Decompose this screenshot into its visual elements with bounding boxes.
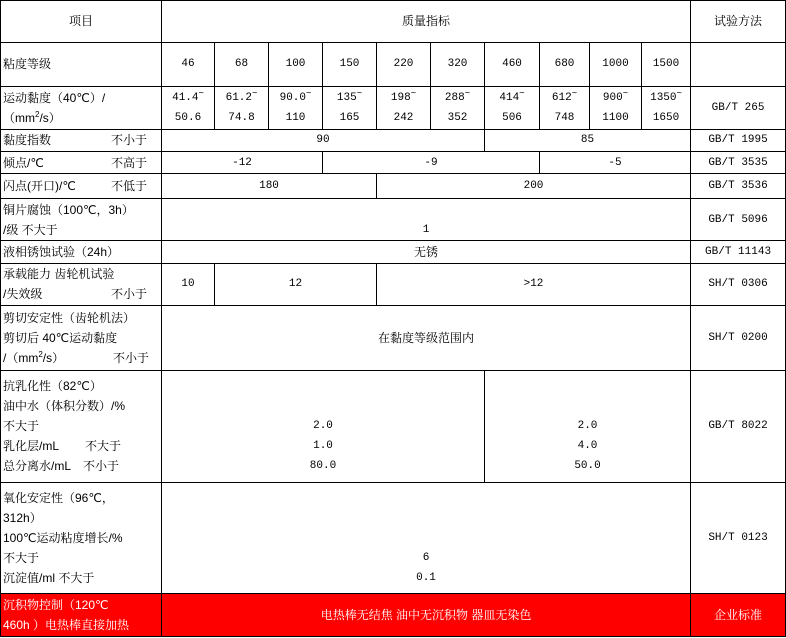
deposit-method: 企业标准 xyxy=(691,594,786,637)
kv40-range-cell: 41.4~ 50.6 xyxy=(162,87,215,130)
grade-cell: 68 xyxy=(215,42,269,87)
kv40-unit-a: （mm xyxy=(3,111,35,125)
pour-method: GB/T 3535 xyxy=(691,152,786,174)
kv40-range-cell: 135~ 165 xyxy=(323,87,377,130)
pour-label: 倾点/℃ 不高于 xyxy=(1,152,162,174)
grade-cell: 100 xyxy=(269,42,323,87)
grade-cell: 460 xyxy=(485,42,540,87)
grade-cell: 46 xyxy=(162,42,215,87)
copper-label: 铜片腐蚀（100℃，3h） /级 不大于 xyxy=(1,198,162,241)
load-method: SH/T 0306 xyxy=(691,263,786,306)
kv40-label xyxy=(1,87,162,130)
flash-value-2: 200 xyxy=(377,174,691,198)
demulsibility-label: 抗乳化性（82℃） 油中水（体积分数）/% 不大于 乳化层/mL 不大于 总分离水/mL 不小于 xyxy=(1,371,162,483)
header-method: 试验方法 xyxy=(691,1,786,43)
rust-label: 液相锈蚀试验（24h） xyxy=(1,241,162,263)
grade-cell: 1000 xyxy=(590,42,642,87)
pour-value-3: -5 xyxy=(540,152,691,174)
kv40-method: GB/T 265 xyxy=(691,87,786,130)
kv40-range-cell: 1350~ 1650 xyxy=(642,87,691,130)
kv40-range-cell: 198~ 242 xyxy=(377,87,431,130)
load-value-2: 12 xyxy=(215,263,377,306)
shear-label: 剪切安定性（齿轮机法） 剪切后 40℃运动黏度 $/(mm^2/s)$ 不小于 xyxy=(1,306,162,371)
rust-row xyxy=(1,241,786,263)
copper-method: GB/T 5096 xyxy=(691,198,786,241)
demulsibility-row xyxy=(1,371,786,483)
kv40-unit-b: /s） xyxy=(39,111,61,125)
kv40-label-line1: 运动黏度（40℃）/ xyxy=(3,91,106,105)
vi-row xyxy=(1,129,786,151)
deposit-row xyxy=(1,594,786,637)
kv40-range-cell: 90.0~ 110 xyxy=(269,87,323,130)
load-label: 承载能力 齿轮机试验 /失效级 不小于 xyxy=(1,263,162,306)
oxidation-label: 氧化安定性（96℃， 312h） 100℃运动粘度增长/% 不大于 沉淀值/ml 不大于 xyxy=(1,482,162,594)
flash-value-1: 180 xyxy=(162,174,377,198)
grade-row xyxy=(1,42,786,87)
kv40-range-cell: 612~ 748 xyxy=(540,87,590,130)
shear-row xyxy=(1,306,786,371)
vi-value-1: 90 xyxy=(162,129,485,151)
demulsibility-values-left: 2.0 1.0 80.0 xyxy=(162,371,485,483)
kv40-row xyxy=(1,87,786,130)
oxidation-row xyxy=(1,482,786,594)
kv40-range-cell: 61.2~ 74.8 xyxy=(215,87,269,130)
pour-row xyxy=(1,152,786,174)
kv40-range-cell: 414~ 506 xyxy=(485,87,540,130)
header-row xyxy=(1,1,786,43)
deposit-label: 沉积物控制（120℃ 460h ）电热棒直接加热 xyxy=(1,594,162,637)
load-row xyxy=(1,263,786,306)
flash-method: GB/T 3536 xyxy=(691,174,786,198)
kv40-unit-sup: 2 xyxy=(35,110,40,119)
rust-method: GB/T 11143 xyxy=(691,241,786,263)
grade-cell: 680 xyxy=(540,42,590,87)
shear-value: 在黏度等级范围内 xyxy=(162,306,691,371)
demulsibility-method: GB/T 8022 xyxy=(691,371,786,483)
shear-method: SH/T 0200 xyxy=(691,306,786,371)
header-item: 项目 xyxy=(1,1,162,43)
kv40-label-line2 xyxy=(3,108,159,128)
flash-label: 闪点(开口)/℃ 不低于 xyxy=(1,174,162,198)
load-value-3: >12 xyxy=(377,263,691,306)
rust-value: 无锈 xyxy=(162,241,691,263)
oxidation-values: 6 0.1 xyxy=(162,482,691,594)
deposit-value: 电热棒无结焦 油中无沉积物 器皿无染色 xyxy=(162,594,691,637)
kv40-range-cell: 288~ 352 xyxy=(431,87,485,130)
grade-cell: 150 xyxy=(323,42,377,87)
header-spec: 质量指标 xyxy=(162,1,691,43)
demulsibility-values-right: 2.0 4.0 50.0 xyxy=(485,371,691,483)
kv40-range-cell: 900~ 1100 xyxy=(590,87,642,130)
vi-method: GB/T 1995 xyxy=(691,129,786,151)
vi-value-2: 85 xyxy=(485,129,691,151)
grade-method xyxy=(691,42,786,87)
load-value-1: 10 xyxy=(162,263,215,306)
grade-cell: 1500 xyxy=(642,42,691,87)
copper-row xyxy=(1,198,786,241)
pour-value-1: -12 xyxy=(162,152,323,174)
pour-value-2: -9 xyxy=(323,152,540,174)
flash-row xyxy=(1,174,786,198)
grade-label: 粘度等级 xyxy=(1,42,162,87)
grade-cell: 220 xyxy=(377,42,431,87)
oxidation-method: SH/T 0123 xyxy=(691,482,786,594)
grade-cell: 320 xyxy=(431,42,485,87)
vi-label: 黏度指数 不小于 xyxy=(1,129,162,151)
copper-value: 1 xyxy=(162,198,691,241)
